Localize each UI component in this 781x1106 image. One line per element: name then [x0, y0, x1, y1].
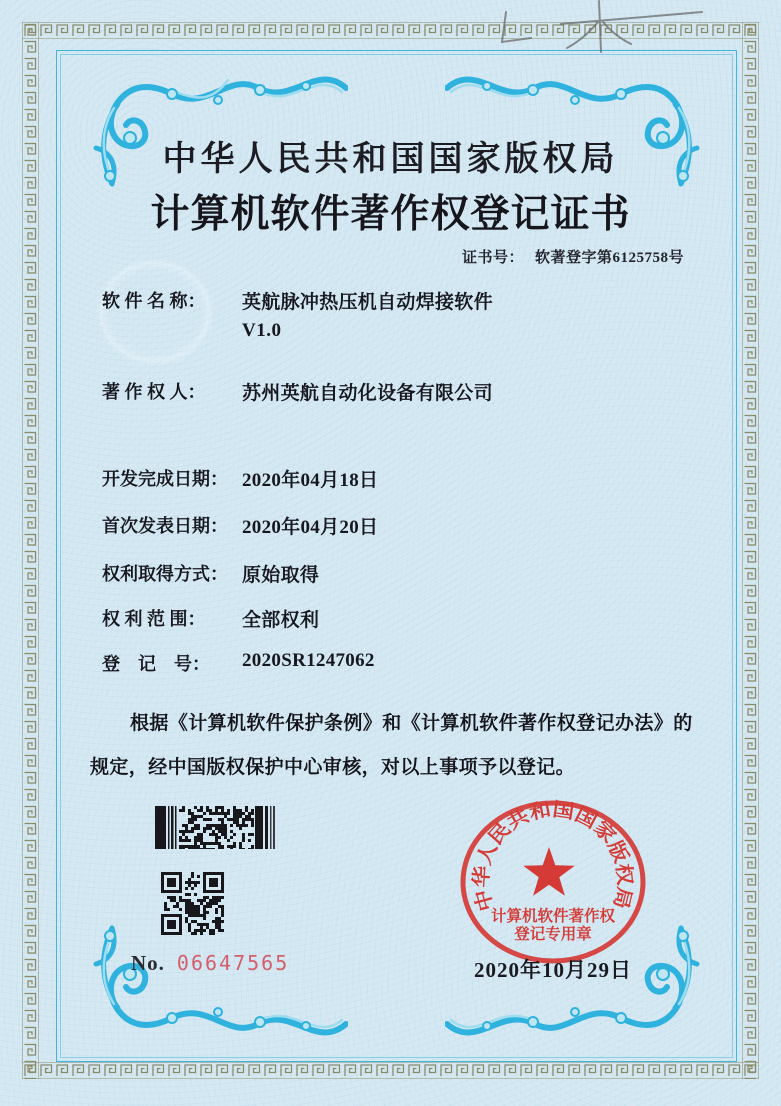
field-value: 原始取得	[242, 565, 320, 586]
field-value: 全部权利	[242, 610, 320, 631]
field-label: 开发完成日期：	[102, 469, 228, 489]
svg-text:中华人民共和国国家版权局	[469, 799, 636, 914]
statement-line2: 规定，经中国版权保护中心审核，对以上事项予以登记。	[90, 757, 576, 778]
qr-code-icon	[161, 872, 224, 935]
field-label: 权 利 范 围：	[102, 609, 206, 629]
seal-sub-line1: 计算机软件著作权	[490, 908, 616, 925]
registration-statement	[90, 702, 704, 790]
certificate-number-line	[462, 246, 684, 267]
field-label: 著 作 权 人：	[102, 382, 206, 402]
field-value: 苏州英航自动化设备有限公司	[242, 383, 493, 404]
authority-title: 中华人民共和国国家版权局	[162, 141, 619, 178]
field-label: 权利取得方式：	[102, 564, 228, 584]
serial-number-line	[131, 951, 289, 976]
handwritten-pencil-mark	[430, 0, 730, 60]
greek-key-border-left	[22, 22, 39, 1079]
corner-flourish-bottom-left	[48, 920, 348, 1070]
software-name-line1: 英航脉冲热压机自动焊接软件	[242, 292, 493, 313]
field-value	[242, 287, 712, 342]
issue-date: 2020年10月29日	[474, 958, 632, 982]
field-value: 2020SR1247062	[242, 650, 375, 671]
statement-line1: 根据《计算机软件保护条例》和《计算机软件著作权登记办法》的	[130, 713, 693, 734]
seal-sub-line2: 登记专用章	[514, 926, 592, 943]
seal-ring-text: 中华人民共和国国家版权局	[471, 799, 635, 914]
field-label: 软 件 名 称：	[102, 291, 206, 311]
certificate-number-value: 软著登字第6125758号	[534, 250, 684, 266]
serial-number: 06647565	[176, 951, 290, 975]
official-red-seal	[453, 795, 653, 975]
field-value: 2020年04月18日	[242, 470, 379, 491]
document-title: 计算机软件著作权登记证书	[150, 193, 631, 236]
field-label: 首次发表日期：	[102, 516, 228, 536]
serial-prefix: No.	[131, 951, 165, 975]
field-label: 登 记 号：	[102, 654, 210, 674]
barcode-2d-icon	[155, 806, 277, 849]
red-star-icon	[523, 847, 574, 896]
field-value: 2020年04月20日	[242, 517, 379, 538]
certificate-number-label: 证书号：	[461, 250, 524, 266]
software-name-line2: V1.0	[242, 320, 282, 341]
